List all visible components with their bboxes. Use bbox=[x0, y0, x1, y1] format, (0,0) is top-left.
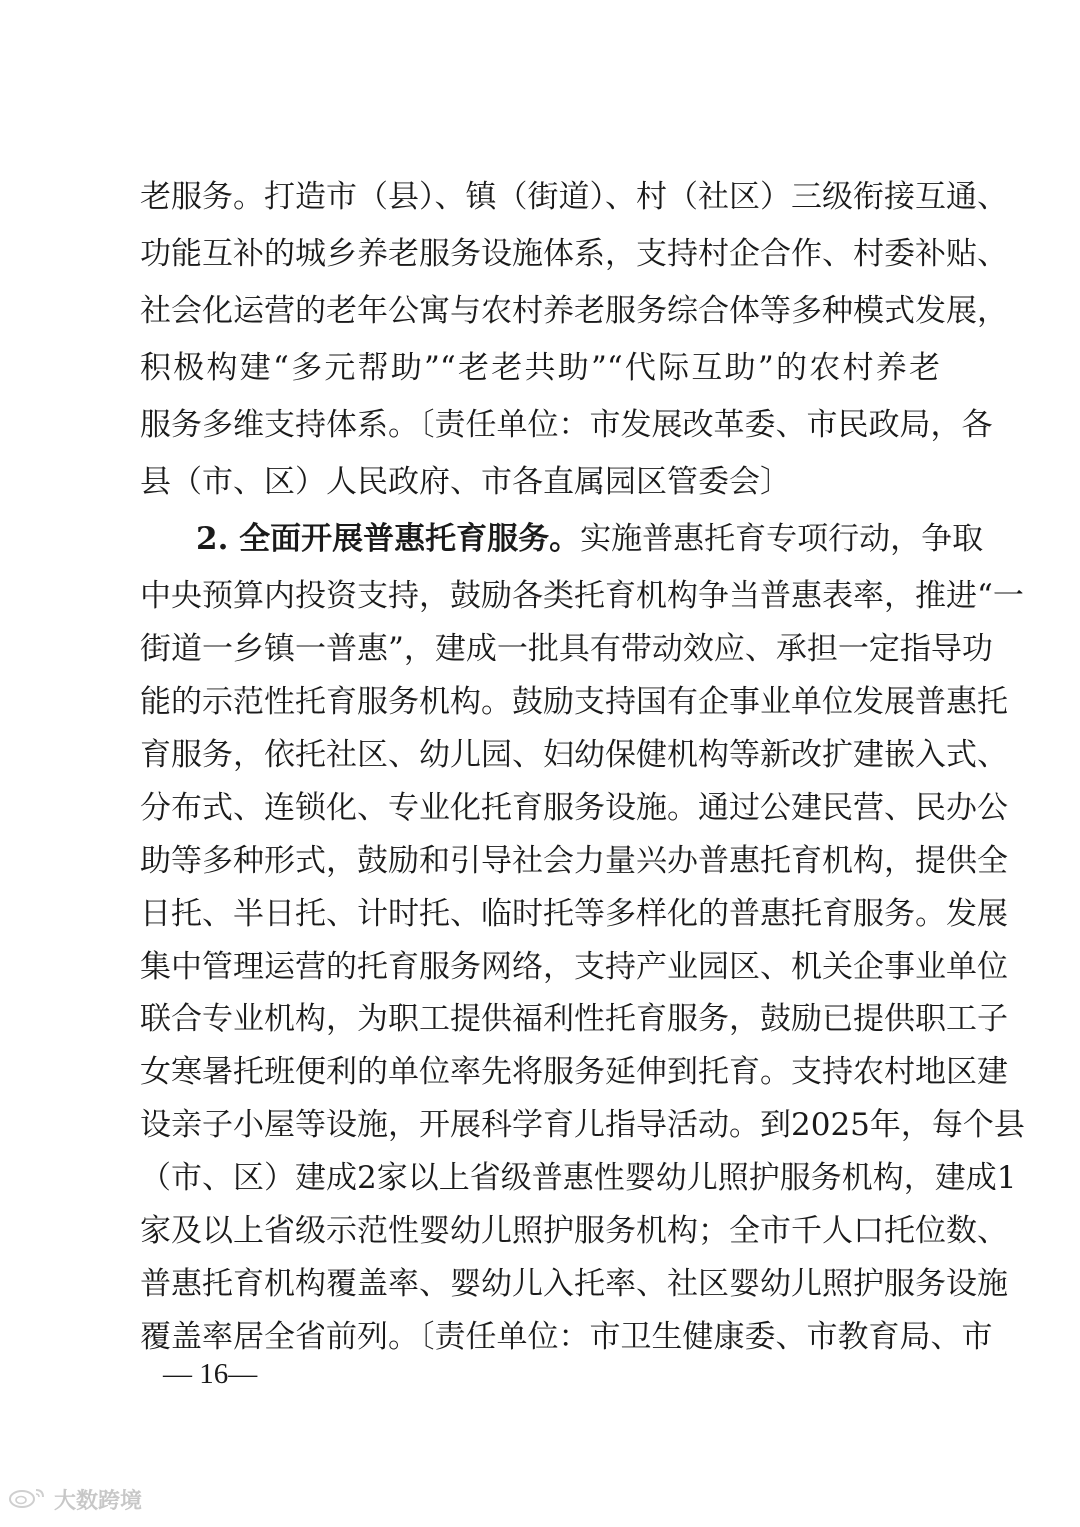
paragraph-line: 覆盖率居全省前列。〔责任单位：市卫生健康委、市教育局、市 bbox=[140, 1319, 993, 1355]
paragraph-line: 助等多种形式，鼓励和引导社会力量兴办普惠托育机构，提供全 bbox=[140, 843, 1008, 879]
section-2-heading: 2. 全面开展普惠托育服务。 bbox=[196, 521, 581, 557]
paragraph-line: 老服务。打造市（县）、镇（街道）、村（社区）三级衔接互通、 bbox=[140, 179, 1008, 215]
watermark-text: 大数跨境 bbox=[54, 1488, 143, 1514]
paragraph-line: （市、区）建成2家以上省级普惠性婴幼儿照护服务机构，建成1 bbox=[140, 1160, 1017, 1196]
paragraph-line: 联合专业机构，为职工提供福利性托育服务，鼓励已提供职工子 bbox=[140, 1001, 1008, 1037]
paragraph-line: 家及以上省级示范性婴幼儿照护服务机构；全市千人口托位数、 bbox=[140, 1213, 1008, 1249]
weibo-logo-icon bbox=[8, 1486, 48, 1512]
paragraph-line: 街道一乡镇一普惠”，建成一批具有带动效应、承担一定指导功 bbox=[140, 631, 993, 667]
watermark bbox=[8, 1484, 142, 1514]
page-number: — 16— bbox=[163, 1358, 258, 1390]
paragraph-line: 中央预算内投资支持，鼓励各类托育机构争当普惠表率，推进“一 bbox=[140, 578, 1024, 614]
paragraph-line: 社会化运营的老年公寓与农村养老服务综合体等多种模式发展， bbox=[140, 293, 1008, 329]
paragraph-line: 设亲子小屋等设施，开展科学育儿指导活动。到2025年，每个县 bbox=[140, 1107, 1025, 1143]
paragraph-line: 积极构建“多元帮助”“老老共助”“代际互助”的农村养老 bbox=[140, 350, 940, 386]
section-2-first-line bbox=[196, 514, 984, 564]
paragraph-line: 县（市、区）人民政府、市各直属园区管委会〕 bbox=[140, 464, 791, 500]
paragraph-line: 分布式、连锁化、专业化托育服务设施。通过公建民营、民办公 bbox=[140, 790, 1008, 826]
paragraph-line: 能的示范性托育服务机构。鼓励支持国有企事业单位发展普惠托 bbox=[140, 684, 1008, 720]
paragraph-line: 普惠托育机构覆盖率、婴幼儿入托率、社区婴幼儿照护服务设施 bbox=[140, 1266, 1008, 1302]
section-2-first-line-text: 实施普惠托育专项行动，争取 bbox=[580, 521, 984, 557]
paragraph-line: 女寒暑托班便利的单位率先将服务延伸到托育。支持农村地区建 bbox=[140, 1054, 1008, 1090]
paragraph-line: 日托、半日托、计时托、临时托等多样化的普惠托育服务。发展 bbox=[140, 896, 1008, 932]
paragraph-line: 育服务，依托社区、幼儿园、妇幼保健机构等新改扩建嵌入式、 bbox=[140, 737, 1008, 773]
paragraph-line: 服务多维支持体系。〔责任单位：市发展改革委、市民政局，各 bbox=[140, 407, 993, 443]
paragraph-line: 功能互补的城乡养老服务设施体系，支持村企合作、村委补贴、 bbox=[140, 236, 1008, 272]
paragraph-line: 集中管理运营的托育服务网络，支持产业园区、机关企事业单位 bbox=[140, 949, 1008, 985]
